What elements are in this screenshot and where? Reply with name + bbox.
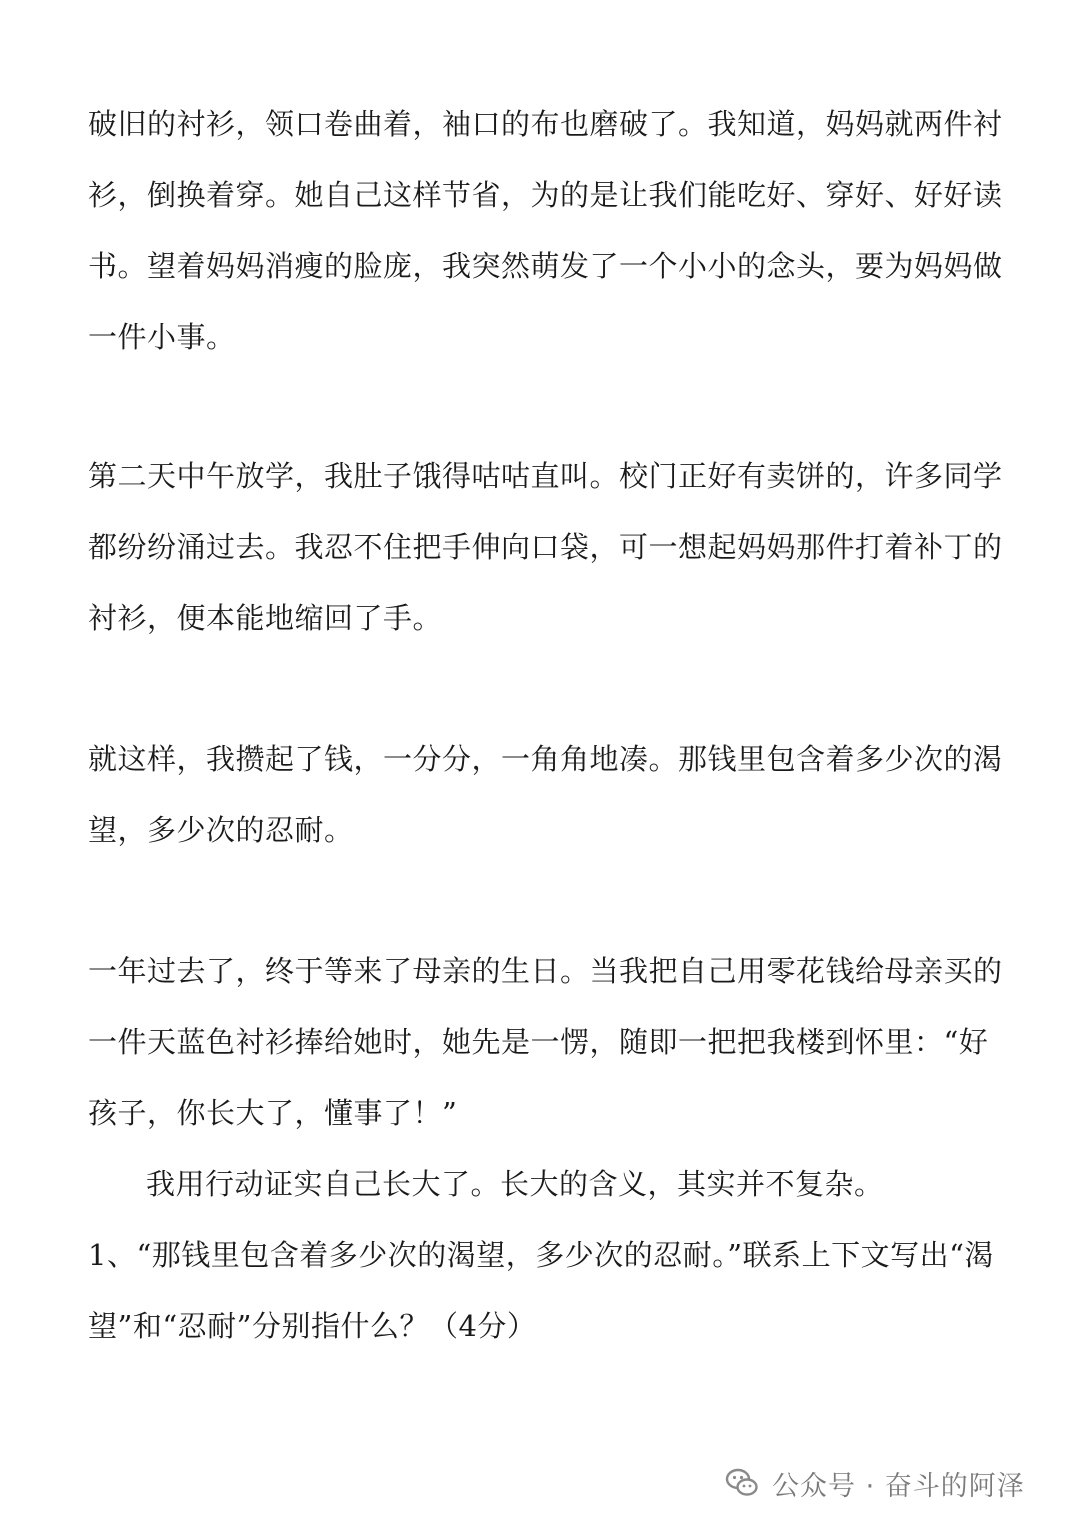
paragraph-5 — [88, 1149, 992, 1220]
question-line: 1、“那钱里包含着多少次的渴望，多少次的忍耐。”联系上下文写出“渴 — [88, 1238, 994, 1272]
paragraph-line: 望，多少次的忍耐。 — [88, 813, 354, 847]
watermark — [724, 1458, 1025, 1508]
paragraph-line: 衫，倒换着穿。她自己这样节省，为的是让我们能吃好、穿好、好好读 — [88, 178, 1003, 212]
paragraph-line: 衬衫，便本能地缩回了手。 — [88, 601, 443, 635]
paragraph-line: 书。望着妈妈消瘦的脸庞，我突然萌发了一个小小的念头，要为妈妈做 — [88, 249, 1003, 283]
paragraph-3 — [88, 724, 1003, 866]
paragraph-line: 破旧的衬衫，领口卷曲着，袖口的布也磨破了。我知道，妈妈就两件衬 — [88, 107, 1003, 141]
watermark-text: 公众号 · 奋斗的阿泽 — [772, 1470, 1025, 1502]
paragraph-line: 第二天中午放学，我肚子饿得咕咕直叫。校门正好有卖饼的，许多同学 — [88, 459, 1003, 493]
paragraph-4 — [88, 936, 1003, 1149]
paragraph-line: 孩子，你长大了，懂事了！” — [88, 1096, 458, 1130]
paragraph-line: 我用行动证实自己长大了。长大的含义，其实并不复杂。 — [146, 1167, 884, 1201]
paragraph-line: 一年过去了，终于等来了母亲的生日。当我把自己用零花钱给母亲买的 — [88, 954, 1003, 988]
paragraph-line: 都纷纷涌过去。我忍不住把手伸向口袋，可一想起妈妈那件打着补丁的 — [88, 530, 1003, 564]
question-1 — [88, 1220, 992, 1362]
question-line: 望”和“忍耐”分别指什么？（4分） — [88, 1309, 537, 1343]
paragraph-line: 就这样，我攒起了钱，一分分，一角角地凑。那钱里包含着多少次的渴 — [88, 742, 1003, 776]
paragraph-1 — [88, 89, 1003, 373]
paragraph-line: 一件天蓝色衬衫捧给她时，她先是一愣，随即一把把我楼到怀里：“好 — [88, 1025, 989, 1059]
paragraph-line: 一件小事。 — [88, 320, 236, 354]
paragraph-2 — [88, 441, 1003, 654]
wechat-icon — [724, 1465, 760, 1501]
